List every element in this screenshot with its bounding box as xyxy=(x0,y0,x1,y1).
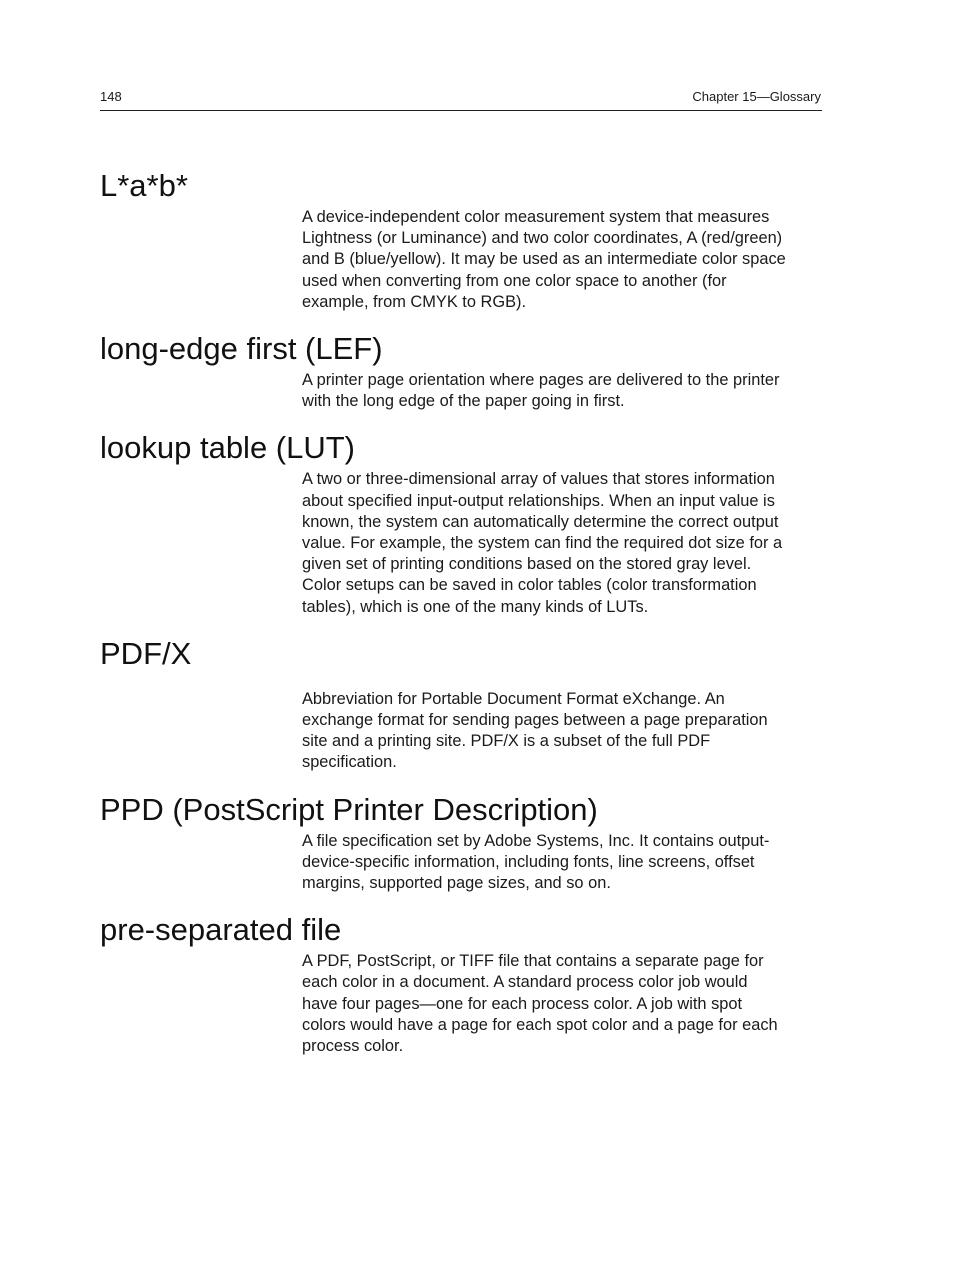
definition-line: each color in a document. A standard process color job would xyxy=(302,973,748,992)
glossary-definition xyxy=(302,689,822,774)
definition-line: with the long edge of the paper going in first. xyxy=(302,392,625,411)
chapter-title: Chapter 15—Glossary xyxy=(692,89,821,104)
definition-line: given set of printing conditions based on the stored gray level. xyxy=(302,555,752,574)
glossary-entry xyxy=(100,912,822,1057)
glossary-entry xyxy=(100,168,822,313)
glossary-entry xyxy=(100,331,822,412)
definition-line: margins, supported page sizes, and so on. xyxy=(302,874,611,893)
definition-line: device-specific information, including fonts, line screens, offset xyxy=(302,852,755,871)
definition-line: Color setups can be saved in color tables (color transformation xyxy=(302,576,757,595)
glossary-term: PDF/X xyxy=(100,635,192,671)
glossary-entry xyxy=(100,792,822,895)
glossary-term: PPD (PostScript Printer Description) xyxy=(100,791,598,827)
glossary-entry xyxy=(100,636,822,774)
definition-line: value. For example, the system can find the required dot size for a xyxy=(302,534,783,553)
glossary-definition xyxy=(302,370,822,412)
glossary-definition xyxy=(302,469,822,617)
definition-line: Abbreviation for Portable Document Format eXchange. An xyxy=(302,689,725,708)
definition-line: and B (blue/yellow). It may be used as an intermediate color space xyxy=(302,250,786,269)
definition-line: used when converting from one color space to another (for xyxy=(302,271,727,290)
definition-line: A printer page orientation where pages are delivered to the printer xyxy=(302,371,780,390)
glossary-definition xyxy=(302,831,822,895)
definition-line: colors would have a page for each spot color and a page for each xyxy=(302,1015,778,1034)
glossary-term: long-edge first (LEF) xyxy=(100,331,383,367)
page-number: 148 xyxy=(100,89,122,104)
definition-line: exchange format for sending pages between a page preparation xyxy=(302,711,768,730)
definition-line: Lightness (or Luminance) and two color coordinates, A (red/green) xyxy=(302,229,783,248)
glossary-definition xyxy=(302,207,822,313)
definition-line: have four pages—one for each process color. A job with spot xyxy=(302,994,743,1013)
glossary-term: pre-separated file xyxy=(100,912,342,948)
glossary-entries xyxy=(100,168,822,1057)
glossary-term: L*a*b* xyxy=(100,168,188,203)
glossary-term: lookup table (LUT) xyxy=(100,430,356,466)
definition-line: about specified input-output relationships. When an input value is xyxy=(302,491,775,510)
definition-line: A PDF, PostScript, or TIFF file that contains a separate page for xyxy=(302,952,764,971)
definition-line: A device-independent color measurement system that measures xyxy=(302,208,770,226)
definition-line: tables), which is one of the many kinds of LUTs. xyxy=(302,597,649,616)
definition-line: known, the system can automatically determine the correct output xyxy=(302,512,779,531)
glossary-entry xyxy=(100,430,822,617)
definition-line: process color. xyxy=(302,1037,404,1056)
definition-line: example, from CMYK to RGB). xyxy=(302,292,527,311)
definition-line: A file specification set by Adobe Systems, Inc. It contains output- xyxy=(302,831,770,850)
definition-line: site and a printing site. PDF/X is a subset of the full PDF xyxy=(302,732,711,751)
definition-line: specification. xyxy=(302,753,397,772)
page-header xyxy=(100,88,822,111)
glossary-definition xyxy=(302,951,822,1057)
definition-line: A two or three-dimensional array of values that stores information xyxy=(302,470,775,489)
